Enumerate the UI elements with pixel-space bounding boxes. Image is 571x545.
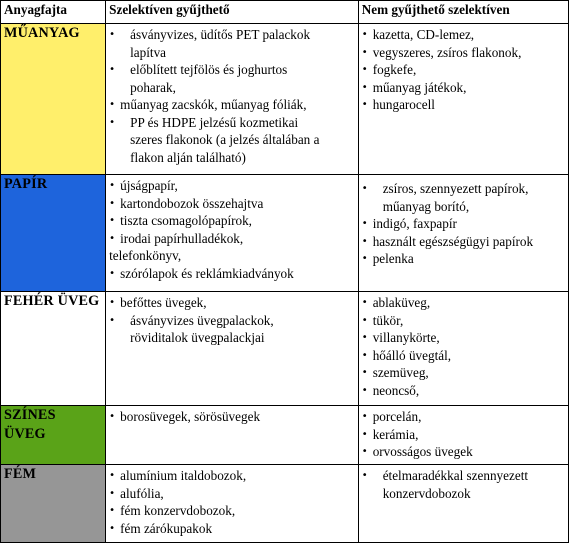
not-collectable-cell-metal xyxy=(358,465,568,543)
list-item: • ételmaradékkal szennyezett konzervdobozok xyxy=(362,467,566,502)
collectable-cell-white-glass xyxy=(106,292,359,406)
category-label: FEHÉR ÜVEG xyxy=(4,293,100,309)
list-item: • befőttes üvegek, xyxy=(109,294,356,312)
list-item: • hőálló üvegtál, xyxy=(362,347,566,365)
list-item: • műanyag zacskók, műanyag fóliák, xyxy=(109,96,356,114)
category-label: MŰANYAG xyxy=(4,25,80,41)
list-item: • hungarocell xyxy=(362,96,566,114)
not-collectable-cell-paper xyxy=(358,175,568,292)
list-item: • PP és HDPE jelzésű kozmetikai szeres flakonok (a jelzés általában a flakon alján található) xyxy=(109,114,356,167)
list-item: • tükör, xyxy=(362,312,566,330)
list-item: • alufólia, xyxy=(109,485,356,503)
category-metal xyxy=(1,465,106,543)
header-not-collectable: Nem gyűjthető szelektíven xyxy=(358,1,568,24)
list-item: • kazetta, CD-lemez, xyxy=(362,26,566,44)
list-item: • alumínium italdobozok, xyxy=(109,467,356,485)
list-item: • fogkefe, xyxy=(362,61,566,79)
list-item: • villanykörte, xyxy=(362,329,566,347)
category-label: FÉM xyxy=(4,466,37,482)
list-item: • indigó, faxpapír xyxy=(362,215,566,233)
collectable-cell-plastic xyxy=(106,24,359,175)
list-item: • ásványvizes üvegpalackok, röviditalok üvegpalackjai xyxy=(109,312,356,347)
category-plastic xyxy=(1,24,106,175)
category-label-line1: SZÍNES xyxy=(4,407,56,423)
list-item: • műanyag játékok, xyxy=(362,79,566,97)
list-item: • vegyszeres, zsíros flakonok, xyxy=(362,44,566,62)
list-item: • neoncső, xyxy=(362,382,566,400)
row-metal xyxy=(1,465,569,543)
collectable-cell-paper xyxy=(106,175,359,292)
list-item: • szemüveg, xyxy=(362,364,566,382)
collectable-cell-metal xyxy=(106,465,359,543)
list-item: • ablaküveg, xyxy=(362,294,566,312)
list-item: • irodai papírhulladékok, xyxy=(109,230,356,248)
category-paper xyxy=(1,175,106,292)
list-item: • használt egészségügyi papírok xyxy=(362,233,566,251)
header-row xyxy=(1,1,569,24)
list-item: • fém konzervdobozok, xyxy=(109,502,356,520)
list-item: • ásványvizes, üdítős PET palackok lapítva xyxy=(109,26,356,61)
list-item: • szórólapok és reklámkiadványok xyxy=(109,265,356,283)
row-plastic xyxy=(1,24,569,175)
category-label: PAPÍR xyxy=(4,176,48,192)
list-item: • előblített tejfölös és joghurtos poharak, xyxy=(109,61,356,96)
list-item: • borosüvegek, sörösüvegek xyxy=(109,408,356,426)
list-item: • kartondobozok összehajtva xyxy=(109,195,356,213)
list-item: • porcelán, xyxy=(362,408,566,426)
list-item: • újságpapír, xyxy=(109,177,356,195)
list-item: • orvosságos üvegek xyxy=(362,443,566,461)
row-colored-glass xyxy=(1,406,569,465)
list-item: • zsíros, szennyezett papírok, műanyag borító, xyxy=(362,180,566,215)
list-item: • fém zárókupakok xyxy=(109,520,356,538)
not-collectable-cell-plastic xyxy=(358,24,568,175)
list-item: telefonkönyv, xyxy=(109,248,182,263)
not-collectable-cell-white-glass xyxy=(358,292,568,406)
header-collectable: Szelektíven gyűjthető xyxy=(106,1,359,24)
category-colored-glass xyxy=(1,406,106,465)
row-white-glass xyxy=(1,292,569,406)
header-material-type: Anyagfajta xyxy=(1,1,106,24)
category-white-glass xyxy=(1,292,106,406)
collectable-cell-colored-glass xyxy=(106,406,359,465)
list-item: • tiszta csomagolópapírok, xyxy=(109,212,356,230)
not-collectable-cell-colored-glass xyxy=(358,406,568,465)
row-paper xyxy=(1,175,569,292)
category-label-line2: ÜVEG xyxy=(4,426,46,442)
list-item: • kerámia, xyxy=(362,426,566,444)
list-item: • pelenka xyxy=(362,250,566,268)
